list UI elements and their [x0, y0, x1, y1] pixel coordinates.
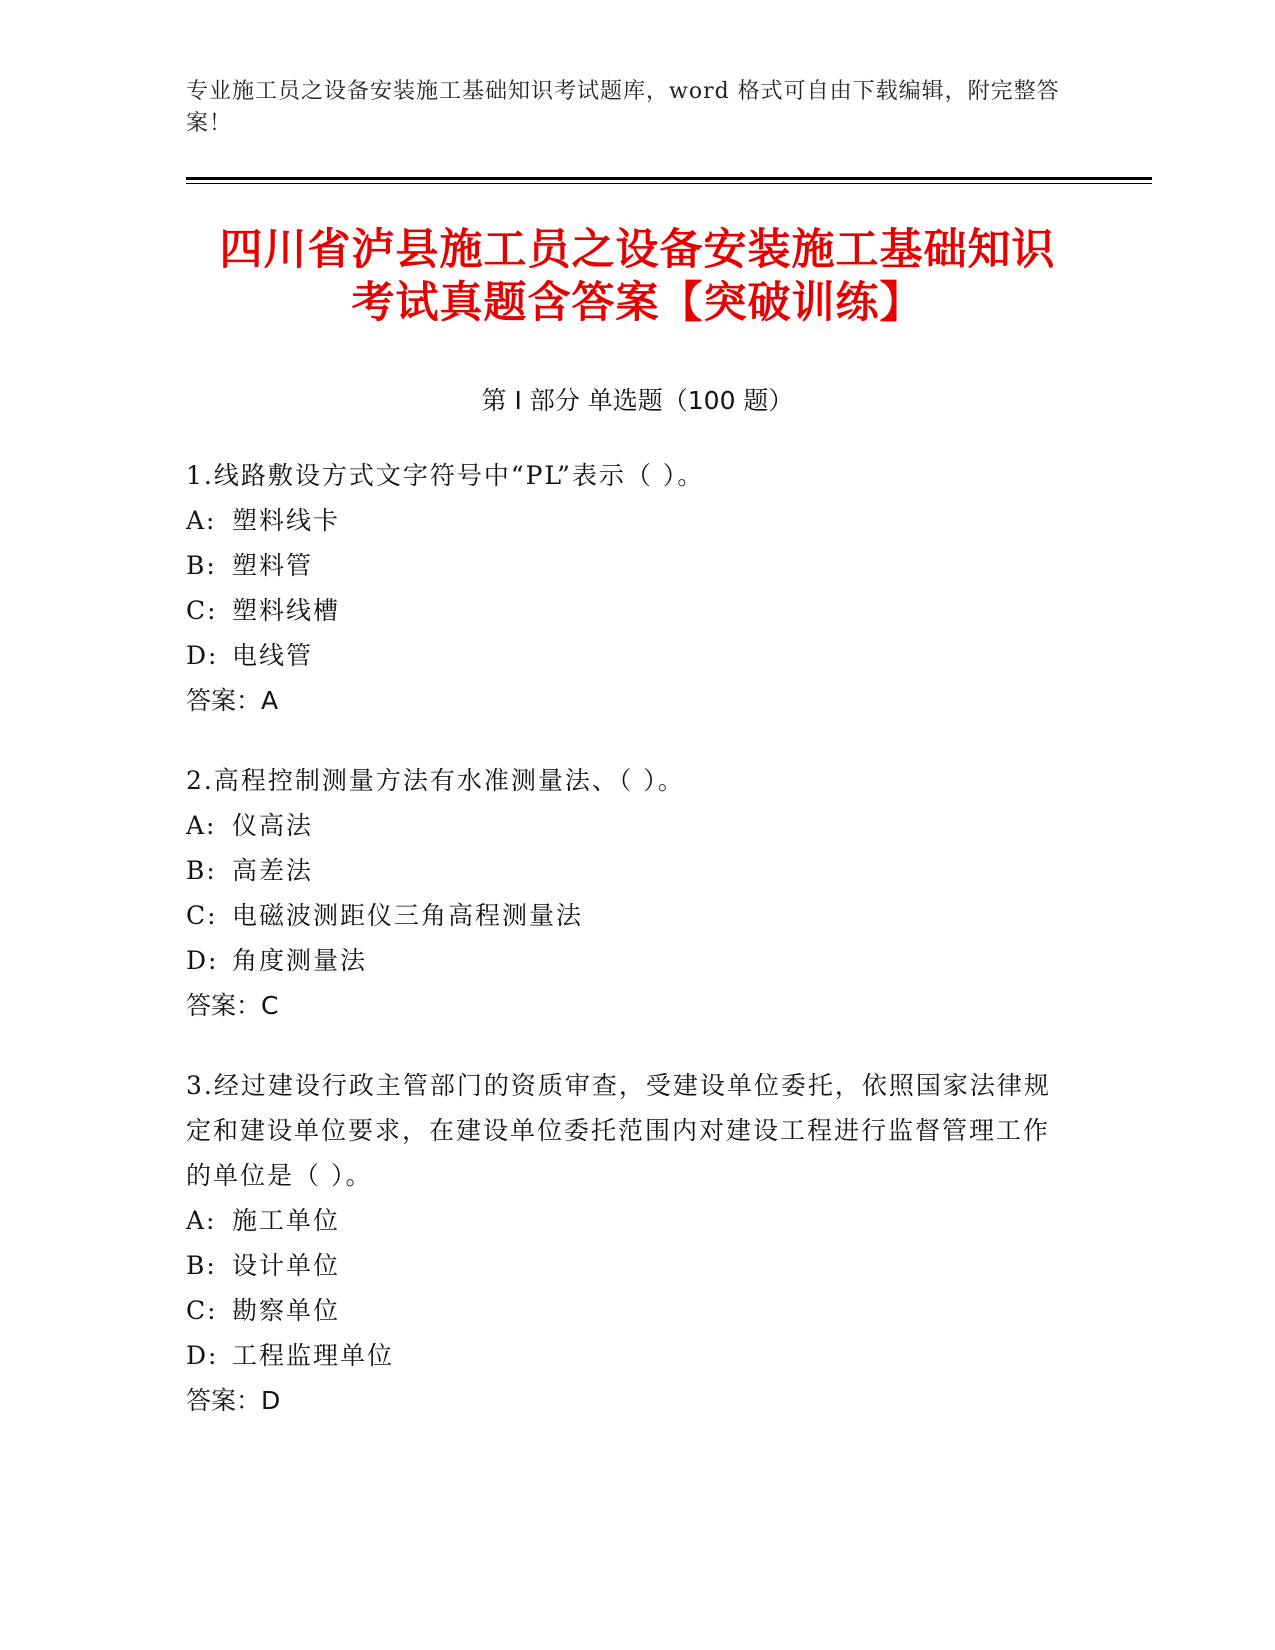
option-text: 仪高法 [232, 811, 314, 840]
document-title [150, 224, 1125, 330]
section-heading: 第 I 部分 单选题（100 题） [481, 386, 794, 415]
option-key: C: [186, 1296, 218, 1325]
option-key: D: [186, 946, 219, 975]
option-text: 电磁波测距仪三角高程测量法 [232, 901, 584, 930]
question-2 [186, 758, 1066, 1028]
option-c [186, 1288, 1066, 1333]
option-d [186, 938, 1066, 983]
option-key: A: [186, 1206, 217, 1235]
question-text: 1.线路敷设方式文字符号中“PL”表示（ ）。 [186, 461, 705, 490]
option-a [186, 1198, 1066, 1243]
option-key: B: [186, 856, 217, 885]
option-text: 电线管 [232, 641, 314, 670]
answer: 答案：D [186, 1386, 281, 1415]
option-b [186, 1243, 1066, 1288]
question-3 [186, 1063, 1066, 1423]
option-text: 工程监理单位 [232, 1341, 395, 1370]
option-text: 高差法 [232, 856, 314, 885]
option-key: D: [186, 641, 219, 670]
question-text: 3.经过建设行政主管部门的资质审查，受建设单位委托，依照国家法律规定和建设单位要求，在建设单位委托范围内对建设工程进行监督管理工作的单位是（ ）。 [186, 1071, 1051, 1190]
option-text: 塑料管 [232, 551, 314, 580]
option-key: C: [186, 901, 218, 930]
header-note: 专业施工员之设备安装施工基础知识考试题库，word 格式可自由下载编辑，附完整答案！ [186, 79, 1060, 136]
option-key: C: [186, 596, 218, 625]
option-c [186, 893, 1066, 938]
option-a [186, 498, 1066, 543]
option-text: 勘察单位 [232, 1296, 341, 1325]
option-key: D: [186, 1341, 219, 1370]
option-b [186, 848, 1066, 893]
header-divider-thin [186, 183, 1152, 184]
question-text: 2.高程控制测量方法有水准测量法、（ ）。 [186, 766, 685, 795]
option-text: 塑料线卡 [232, 506, 341, 535]
option-d [186, 633, 1066, 678]
option-key: B: [186, 1251, 217, 1280]
option-a [186, 803, 1066, 848]
option-b [186, 543, 1066, 588]
answer: 答案：A [186, 686, 279, 715]
option-d [186, 1333, 1066, 1378]
option-c [186, 588, 1066, 633]
option-key: A: [186, 506, 217, 535]
option-key: A: [186, 811, 217, 840]
title-line-2: 考试真题含答案【突破训练】 [351, 278, 924, 328]
option-key: B: [186, 551, 217, 580]
header-divider-thick [186, 177, 1152, 180]
title-line-1: 四川省泸县施工员之设备安装施工基础知识 [219, 225, 1056, 275]
option-text: 设计单位 [232, 1251, 341, 1280]
option-text: 角度测量法 [232, 946, 368, 975]
option-text: 塑料线槽 [232, 596, 341, 625]
option-text: 施工单位 [232, 1206, 341, 1235]
question-1 [186, 453, 1066, 723]
answer: 答案：C [186, 991, 279, 1020]
